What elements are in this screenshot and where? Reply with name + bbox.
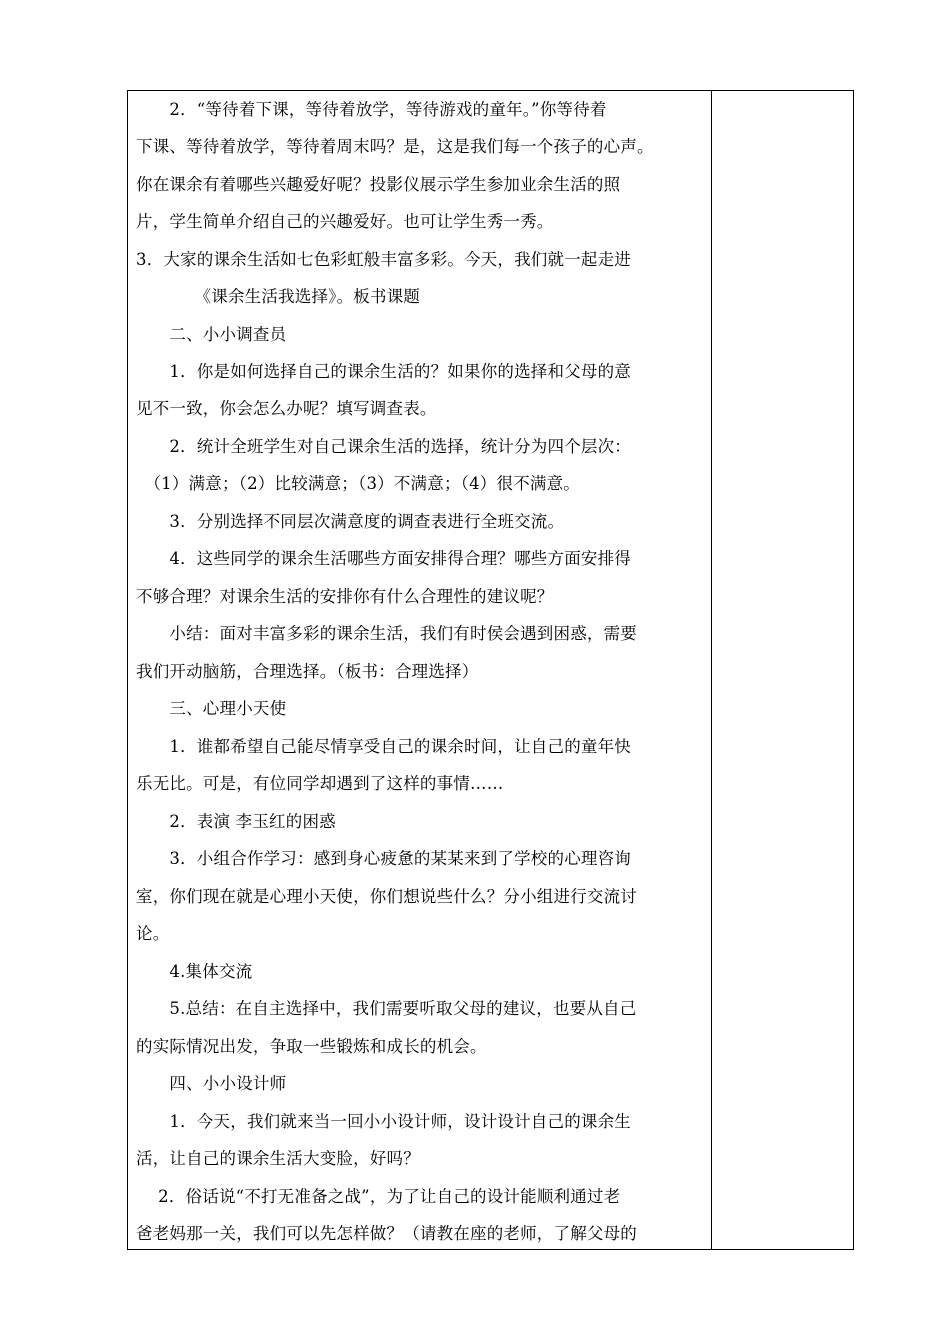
- text-line: 下课、等待着放学，等待着周末吗？是，这是我们每一个孩子的心声。: [136, 137, 654, 156]
- text-line: 5.总结：在自主选择中，我们需要听取父母的建议，也要从自己: [136, 999, 637, 1018]
- text-line: 1．谁都希望自己能尽情享受自己的课余时间，让自己的童年快: [136, 737, 631, 756]
- text-line: 见不一致，你会怎么办呢？填写调查表。: [136, 399, 437, 418]
- text-line: 2．表演 李玉红的困惑: [136, 812, 336, 831]
- text-line: 片，学生简单介绍自己的兴趣爱好。也可让学生秀一秀。: [136, 212, 554, 231]
- text-line: （1）满意；（2）比较满意；（3）不满意；（4）很不满意。: [136, 474, 580, 493]
- text-line: 室，你们现在就是心理小天使，你们想说些什么？分小组进行交流讨: [136, 887, 637, 906]
- text-line: 爸老妈那一关，我们可以先怎样做？（请教在座的老师，了解父母的: [136, 1224, 637, 1243]
- section-heading: 三、心理小天使: [136, 699, 287, 718]
- notes-cell: [712, 92, 852, 1248]
- text-line: 3．分别选择不同层次满意度的调查表进行全班交流。: [136, 512, 565, 531]
- text-line: 《课余生活我选择》。板书课题: [136, 287, 421, 306]
- text-line: 3．小组合作学习：感到身心疲惫的某某来到了学校的心理咨询: [136, 849, 631, 868]
- text-line: 我们开动脑筋，合理选择。（板书：合理选择）: [136, 662, 479, 681]
- text-line: 的实际情况出发，争取一些锻炼和成长的机会。: [136, 1037, 487, 1056]
- text-line: 你在课余有着哪些兴趣爱好呢？投影仪展示学生参加业余生活的照: [136, 175, 621, 194]
- text-line: 2．“等待着下课，等待着放学，等待游戏的童年。”你等待着: [136, 100, 607, 119]
- text-line: 论。: [136, 924, 170, 943]
- text-line: 4.集体交流: [136, 962, 253, 981]
- text-line: 不够合理？对课余生活的安排你有什么合理性的建议呢？: [136, 587, 554, 606]
- text-line: 2．统计全班学生对自己课余生活的选择，统计分为四个层次：: [136, 437, 631, 456]
- text-line: 1．今天，我们就来当一回小小设计师，设计设计自己的课余生: [136, 1112, 631, 1131]
- section-heading: 四、小小设计师: [136, 1074, 287, 1093]
- text-line: 4．这些同学的课余生活哪些方面安排得合理？哪些方面安排得: [136, 549, 631, 568]
- text-line: 1．你是如何选择自己的课余生活的？如果你的选择和父母的意: [136, 362, 631, 381]
- text-line: 乐无比。可是，有位同学却遇到了这样的事情……: [136, 774, 504, 793]
- text-line: 小结：面对丰富多彩的课余生活，我们有时侯会遇到困惑，需要: [136, 624, 637, 643]
- text-line: 2．俗话说“不打无准备之战”，为了让自己的设计能顺利通过老: [136, 1187, 621, 1206]
- section-heading: 二、小小调查员: [136, 325, 287, 344]
- text-line: 活，让自己的课余生活大变脸，好吗？: [136, 1149, 420, 1168]
- text-line: 3．大家的课余生活如七色彩虹般丰富多彩。今天，我们就一起走进: [136, 250, 631, 269]
